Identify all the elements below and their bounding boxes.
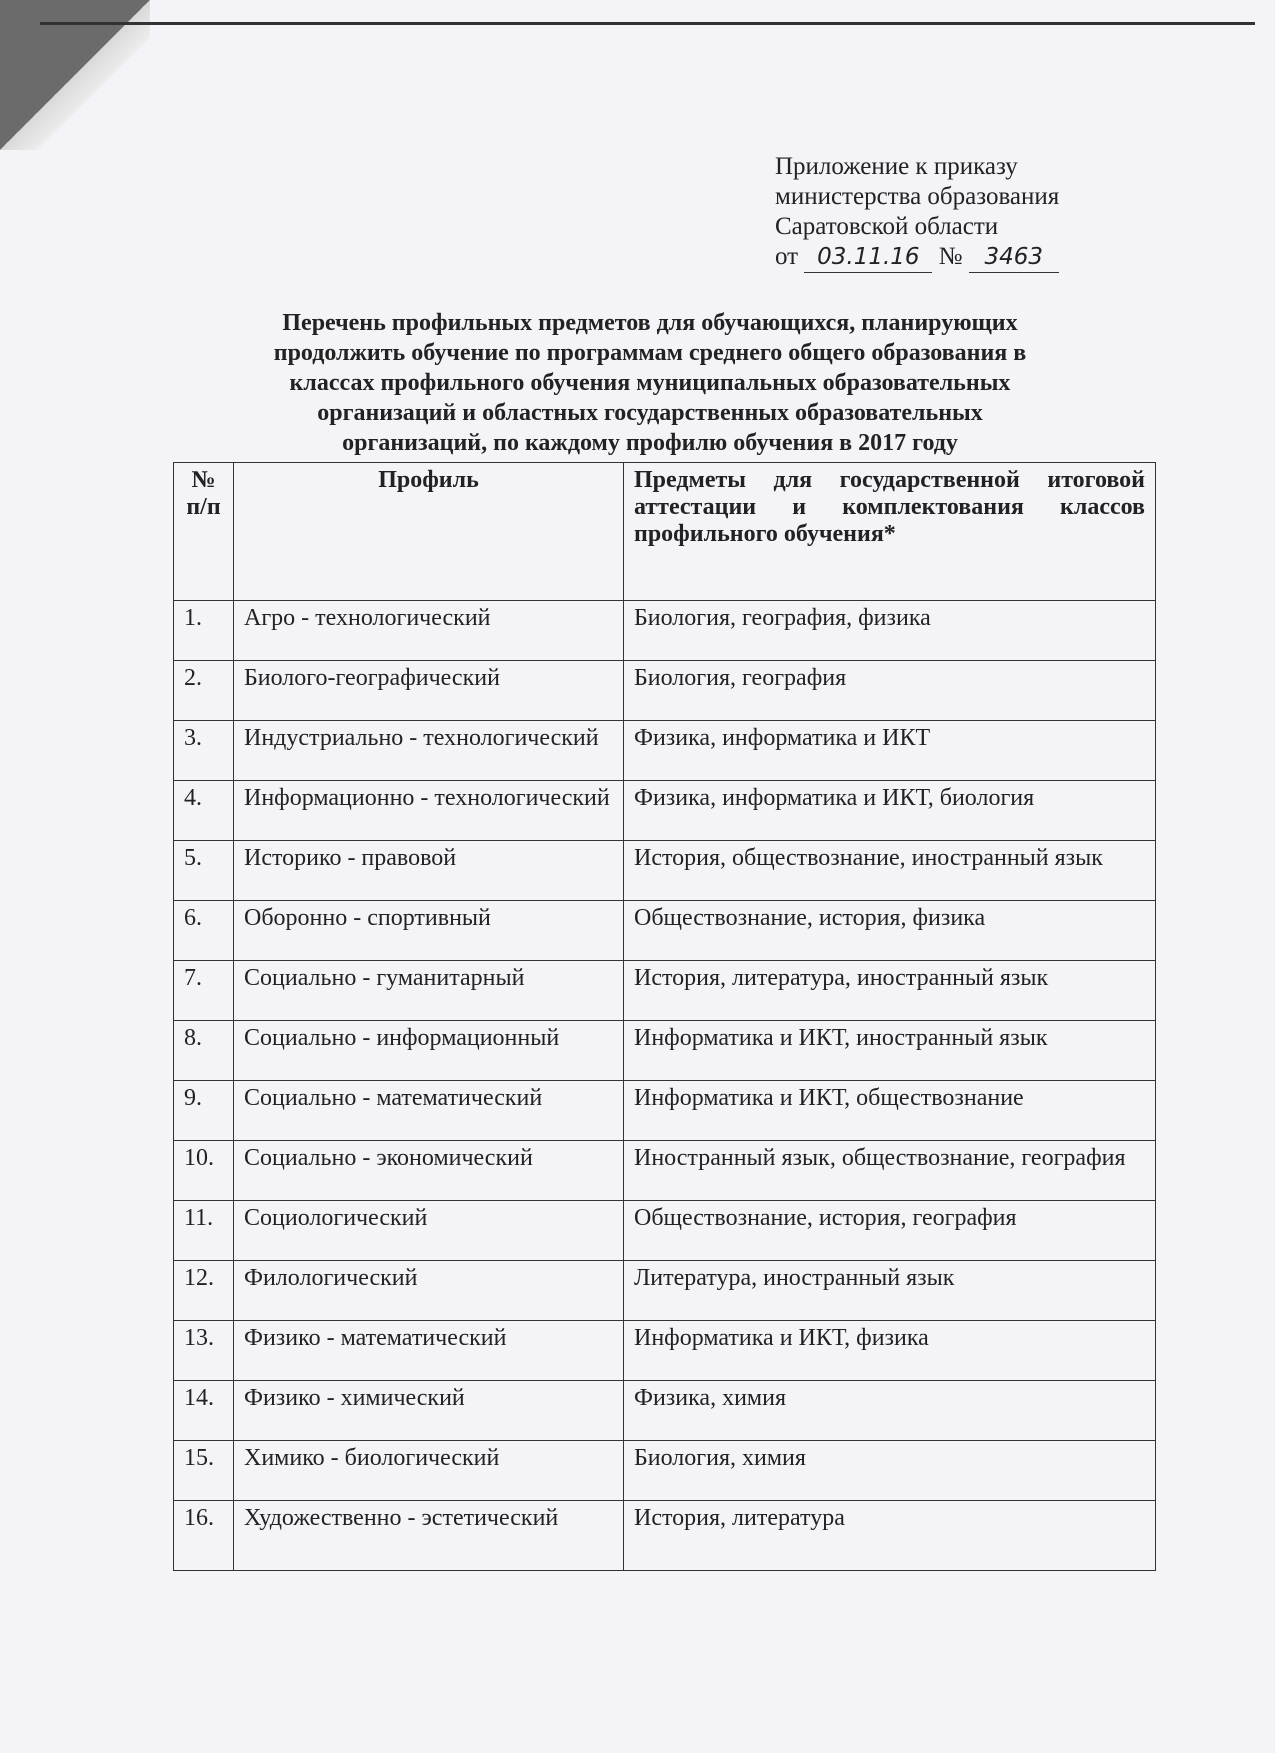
row-profile: Оборонно - спортивный — [234, 901, 624, 961]
row-subjects: Информатика и ИКТ, физика — [624, 1321, 1156, 1381]
table-row — [174, 1381, 1156, 1441]
row-subjects: Физика, информатика и ИКТ, биология — [624, 781, 1156, 841]
row-profile: Художественно - эстетический — [234, 1501, 624, 1571]
row-number: 14. — [174, 1381, 234, 1441]
row-profile: Социологический — [234, 1201, 624, 1261]
table-row — [174, 1141, 1156, 1201]
header-profile: Профиль — [234, 463, 624, 601]
table-row — [174, 961, 1156, 1021]
row-subjects: Информатика и ИКТ, обществознание — [624, 1081, 1156, 1141]
table-row — [174, 1321, 1156, 1381]
row-number: 1. — [174, 601, 234, 661]
row-number: 6. — [174, 901, 234, 961]
table-row — [174, 661, 1156, 721]
table-row — [174, 721, 1156, 781]
order-date: 03.11.16 — [804, 242, 932, 273]
order-number: 3463 — [969, 242, 1059, 273]
title-line-2: продолжить обучение по программам среднего общего образования в — [273, 340, 1027, 366]
row-number: 9. — [174, 1081, 234, 1141]
title-line-4: организаций и областных государственных образовательных — [317, 400, 983, 426]
row-profile: Физико - химический — [234, 1381, 624, 1441]
row-number: 2. — [174, 661, 234, 721]
row-profile: Социально - информационный — [234, 1021, 624, 1081]
row-subjects: Иностранный язык, обществознание, география — [624, 1141, 1156, 1201]
row-subjects: История, обществознание, иностранный язык — [624, 841, 1156, 901]
table-row — [174, 841, 1156, 901]
row-number: 12. — [174, 1261, 234, 1321]
row-number: 10. — [174, 1141, 234, 1201]
title-line-1: Перечень профильных предметов для обучающихся, планирующих — [282, 310, 1018, 336]
row-number: 4. — [174, 781, 234, 841]
row-profile: Социально - экономический — [234, 1141, 624, 1201]
row-profile: Историко - правовой — [234, 841, 624, 901]
row-subjects: Биология, химия — [624, 1441, 1156, 1501]
row-profile: Индустриально - технологический — [234, 721, 624, 781]
row-number: 8. — [174, 1021, 234, 1081]
table-row — [174, 601, 1156, 661]
title-line-5: организаций, по каждому профилю обучения в 2017 году — [342, 430, 958, 456]
table-row — [174, 1501, 1156, 1571]
row-profile: Филологический — [234, 1261, 624, 1321]
annex-line-3: Саратовской области — [775, 213, 999, 240]
table-row — [174, 901, 1156, 961]
row-number: 15. — [174, 1441, 234, 1501]
table-row — [174, 1201, 1156, 1261]
row-number: 13. — [174, 1321, 234, 1381]
row-subjects: История, литература, иностранный язык — [624, 961, 1156, 1021]
header-number: № п/п — [174, 463, 234, 601]
document-title — [190, 308, 1110, 458]
row-subjects: Информатика и ИКТ, иностранный язык — [624, 1021, 1156, 1081]
table-row — [174, 1021, 1156, 1081]
row-profile: Химико - биологический — [234, 1441, 624, 1501]
row-number: 16. — [174, 1501, 234, 1571]
profiles-table — [173, 462, 1156, 1571]
row-subjects: Физика, информатика и ИКТ — [624, 721, 1156, 781]
table-row — [174, 1261, 1156, 1321]
row-profile: Социально - математический — [234, 1081, 624, 1141]
row-profile: Физико - математический — [234, 1321, 624, 1381]
row-number: 5. — [174, 841, 234, 901]
row-subjects: Биология, география, физика — [624, 601, 1156, 661]
table-row — [174, 1081, 1156, 1141]
row-number: 7. — [174, 961, 234, 1021]
annex-line-2: министерства образования — [775, 183, 1060, 210]
row-subjects: Биология, география — [624, 661, 1156, 721]
row-number: 11. — [174, 1201, 234, 1261]
row-subjects: Литература, иностранный язык — [624, 1261, 1156, 1321]
top-border-line — [40, 22, 1255, 25]
row-subjects: Физика, химия — [624, 1381, 1156, 1441]
row-subjects: Обществознание, история, физика — [624, 901, 1156, 961]
date-prefix: от — [775, 243, 799, 270]
row-number: 3. — [174, 721, 234, 781]
annex-date-line — [775, 242, 1059, 273]
table-row — [174, 781, 1156, 841]
number-sign: № — [938, 243, 963, 270]
row-subjects: Обществознание, история, география — [624, 1201, 1156, 1261]
header-subjects: Предметы для государственной итоговой аттестации и комплектования классов профильного обучения* — [624, 463, 1156, 601]
table-row — [174, 1441, 1156, 1501]
row-profile: Агро - технологический — [234, 601, 624, 661]
table-header-row — [174, 463, 1156, 601]
row-profile: Биолого-географический — [234, 661, 624, 721]
annex-header — [775, 152, 1059, 273]
row-profile: Информационно - технологический — [234, 781, 624, 841]
title-line-3: классах профильного обучения муниципальных образовательных — [289, 370, 1011, 396]
annex-line-1: Приложение к приказу — [775, 153, 1018, 180]
row-profile: Социально - гуманитарный — [234, 961, 624, 1021]
row-subjects: История, литература — [624, 1501, 1156, 1571]
